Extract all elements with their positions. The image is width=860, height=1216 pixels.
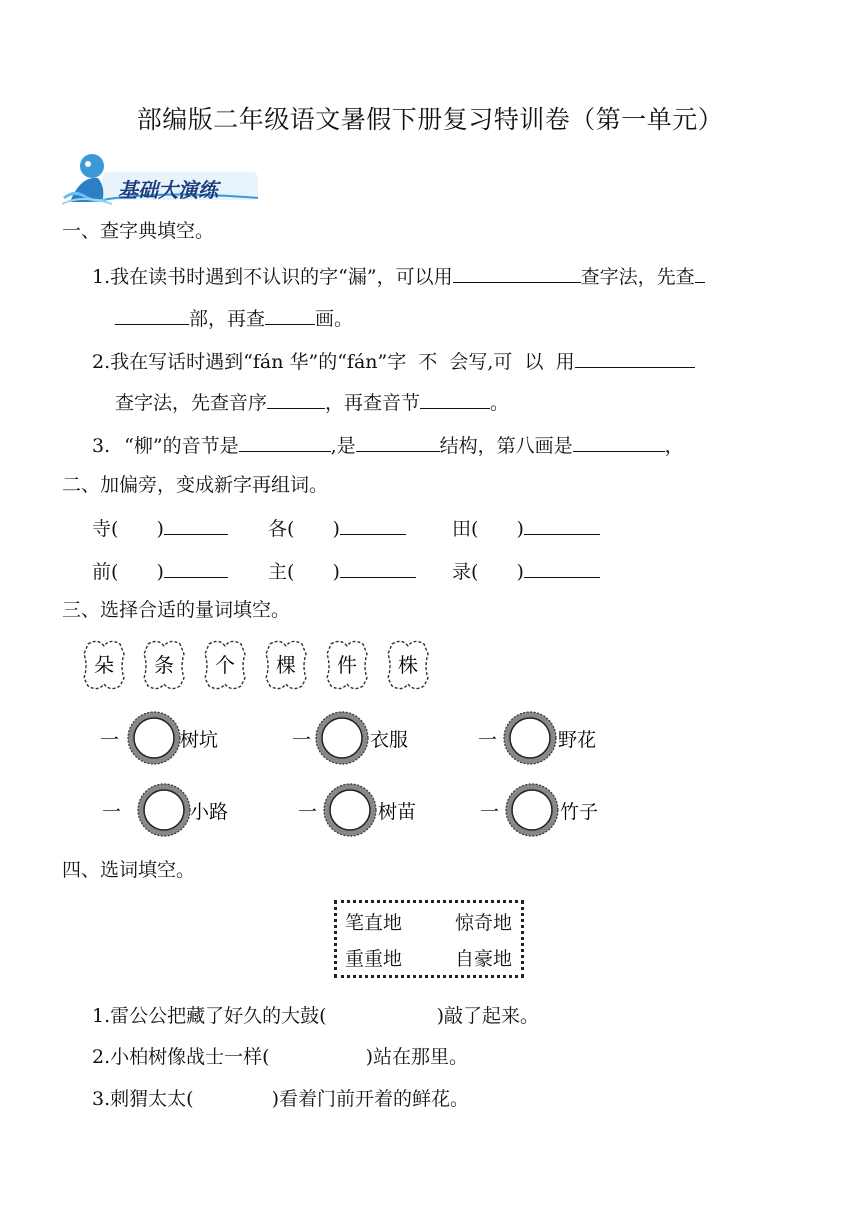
section1-q2 (92, 347, 695, 374)
radical-char: 寺 (92, 518, 112, 540)
svg-text:竹子: 竹子 (560, 801, 599, 823)
q2-num: 2. (92, 351, 111, 373)
svg-text:野花: 野花 (558, 729, 597, 751)
word-option: 株 (398, 653, 418, 677)
svg-text:一: 一 (298, 801, 318, 823)
word-bank-item: 惊奇地 (455, 912, 513, 934)
q2-text-2: 查字法，先查音序 (115, 392, 268, 414)
q1-blank-2b[interactable] (115, 304, 189, 325)
answer-circle[interactable] (506, 784, 558, 836)
word-option: 棵 (276, 653, 296, 677)
svg-text:一: 一 (480, 801, 500, 823)
svg-text:一: 一 (478, 729, 498, 751)
answer-item (100, 712, 218, 764)
word-bank-item: 自豪地 (455, 948, 513, 970)
word-box (388, 641, 428, 688)
q3-text-3: 结构，第八画是 (439, 435, 573, 457)
word-blank[interactable] (340, 557, 416, 578)
radical-item: 寺( ) (92, 514, 228, 541)
svg-text:一: 一 (292, 729, 312, 751)
q1-blank-3[interactable] (265, 304, 315, 325)
answer-circle[interactable] (316, 712, 368, 764)
radical-item: 各( ) (268, 514, 406, 541)
word-box (327, 641, 367, 688)
word-option: 朵 (94, 653, 114, 677)
q3-num: 3. (92, 435, 111, 457)
q1-text-2: 查字法，先查 (580, 266, 695, 288)
q2-blank-1[interactable] (575, 347, 695, 368)
q3-blank-3[interactable] (573, 431, 665, 452)
answer-item (478, 712, 596, 764)
q3-text-2: ,是 (330, 435, 356, 457)
q3-text-4: ， (664, 435, 684, 457)
section1-q1 (92, 262, 705, 289)
word-box (84, 641, 124, 688)
radical-char: 前 (92, 561, 112, 583)
word-option: 条 (154, 653, 174, 677)
answer-circle[interactable] (138, 784, 190, 836)
radical-item: 前( ) (92, 557, 228, 584)
answer-item (480, 784, 598, 836)
q2-blank-3[interactable] (420, 388, 490, 409)
section3-heading: 三、选择合适的量词填空。 (62, 599, 291, 621)
q3-blank-1[interactable] (239, 431, 331, 452)
answer-item (102, 784, 228, 836)
answer-circle[interactable] (128, 712, 180, 764)
q1-blank-1[interactable] (453, 262, 581, 283)
word-bank-item: 重重地 (345, 948, 403, 970)
q2-text-1: 我在写话时遇到“fán 华”的“fán”字 不 会写,可 以 用 (110, 351, 575, 373)
word-blank[interactable] (524, 514, 600, 535)
svg-text:树苗: 树苗 (378, 801, 417, 823)
section4-q1: 1.雷公公把藏了好久的大鼓( )敲了起来。 (92, 1005, 539, 1027)
section1-heading: 一、查字典填空。 (62, 220, 215, 242)
radical-char: 主 (268, 561, 288, 583)
radical-item: 主( ) (268, 557, 416, 584)
q2-text-3: ，再查音节 (325, 392, 421, 414)
q3-blank-2[interactable] (356, 431, 440, 452)
badge-text: 基础大演练 (118, 178, 218, 202)
word-box (266, 641, 306, 688)
section1-q1-cont (115, 304, 353, 331)
answer-item (298, 784, 416, 836)
measure-word-options (72, 636, 472, 696)
radical-char: 田 (452, 518, 472, 540)
q1-text-3: 部，再查 (189, 308, 266, 330)
radical-item: 录( ) (452, 557, 600, 584)
word-box (205, 641, 245, 688)
q2-blank-2[interactable] (267, 388, 325, 409)
word-option: 件 (337, 653, 357, 677)
svg-text:衣服: 衣服 (370, 729, 409, 751)
answer-item (292, 712, 408, 764)
section1-q3 (92, 431, 684, 458)
q1-blank-2a[interactable] (695, 262, 705, 283)
svg-text:一: 一 (102, 801, 122, 823)
radical-char: 录 (452, 561, 472, 583)
svg-text:一: 一 (100, 729, 120, 751)
section-badge (62, 150, 262, 206)
word-blank[interactable] (340, 514, 406, 535)
word-box (144, 641, 184, 688)
word-blank[interactable] (524, 557, 600, 578)
q1-text-4: 画。 (315, 308, 354, 330)
answer-circle[interactable] (324, 784, 376, 836)
page-title: 部编版二年级语文暑假下册复习特训卷（第一单元） (136, 105, 724, 134)
word-option: 个 (215, 653, 235, 677)
q1-text-1: 我在读书时遇到不认识的字“漏”，可以用 (110, 266, 453, 288)
q2-text-4: 。 (490, 392, 510, 414)
section4-q3: 3.刺猬太太( )看着门前开着的鲜花。 (92, 1088, 469, 1110)
word-blank[interactable] (164, 514, 228, 535)
svg-text:小路: 小路 (190, 801, 229, 823)
q3-text-1: “柳”的音节是 (124, 435, 239, 457)
radical-char: 各 (268, 518, 288, 540)
measure-word-exercise (92, 706, 732, 856)
section2-heading: 二、加偏旁，变成新字再组词。 (62, 474, 329, 496)
q1-num: 1. (92, 266, 111, 288)
word-bank (334, 900, 524, 978)
radical-item: 田( ) (452, 514, 600, 541)
section4-heading: 四、选词填空。 (62, 859, 196, 881)
word-bank-item: 笔直地 (345, 912, 403, 934)
section1-q2-cont (115, 388, 509, 415)
svg-text:树坑: 树坑 (180, 729, 219, 751)
section4-q2: 2.小柏树像战士一样( )站在那里。 (92, 1046, 468, 1068)
word-blank[interactable] (164, 557, 228, 578)
answer-circle[interactable] (504, 712, 556, 764)
